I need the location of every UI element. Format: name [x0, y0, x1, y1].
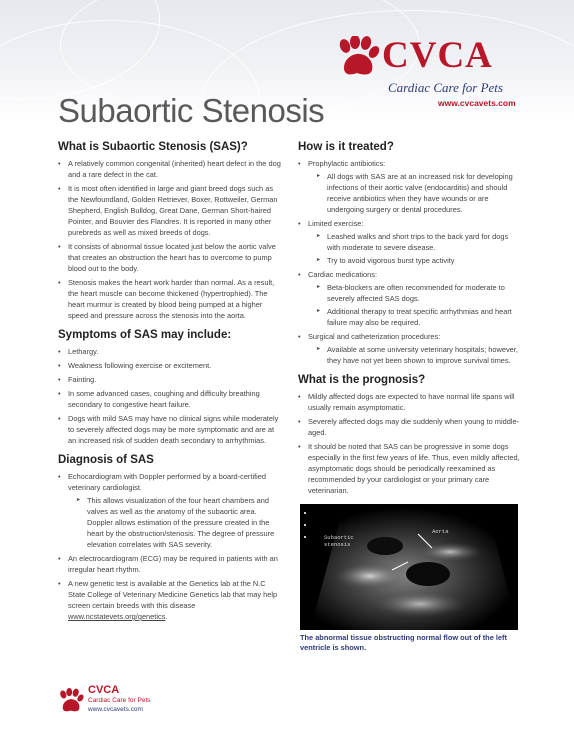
section-what-is [58, 140, 284, 321]
genetics-link[interactable]: www.ncstatevets.org/genetics [68, 612, 166, 621]
sub-list-item: ▸ Try to avoid vigorous burst type activity [308, 255, 520, 266]
list-item: • It is most often identified in large and giant breed dogs such as the Newfoundland, Golden Retriever, Boxer, Rottweiler, German Shepherd, English Bulldog, Great Dane, German Short-haired Pointer, and Bouvier des Flandres. It is reported in many other purebreds as well as mixed breeds of dogs. [58, 183, 284, 238]
echocardiogram-image [300, 504, 518, 630]
list-item-text: Echocardiogram with Doppler performed by a board-certified veterinary cardiologist. [68, 472, 266, 492]
footer-tagline: Cardiac Care for Pets [88, 697, 151, 704]
list-item-label: Limited exercise: [308, 219, 364, 228]
sub-list-item: ▸ Beta-blockers are often recommended for moderate to severely affected SAS dogs. [308, 282, 520, 304]
sub-list-item: ▸ This allows visualization of the four heart chambers and valves as well as the anatomy of the subaortic area. Doppler allows estimation of the pressure created in the heart by the obstruction/stenosis. The degree of pressure elevation correlates with SAS severity. [68, 495, 284, 550]
echo-label-line1: Subaortic [324, 534, 354, 541]
list-item [298, 158, 520, 215]
footer-brand: CVCA [88, 684, 120, 696]
list-item: • An electrocardiogram (ECG) may be required in patients with an irregular heart rhythm. [58, 553, 284, 575]
list-item-text: A new genetic test is available at the Genetics lab at the N.C State College of Veterinary Medicine Genetics lab that may help screen certain breeds with this disease [68, 579, 278, 610]
page-title: Subaortic Stenosis [58, 92, 325, 129]
list-item: • Stenosis makes the heart work harder than normal. As a result, the heart muscle can become thickened (hypertrophied). The heart murmur is created by blood being pumped at a higher speed and pressure across the stenosis into the aorta. [58, 277, 284, 321]
cvca-logo[interactable] [336, 34, 536, 114]
paw-icon [58, 688, 84, 714]
left-column [58, 140, 284, 629]
logo-url[interactable]: www.cvcavets.com [438, 98, 516, 108]
echo-label-subaortic [324, 534, 354, 548]
list-item-end: . [165, 612, 168, 621]
image-caption: The abnormal tissue obstructing normal flow out of the left ventricle is shown. [300, 633, 507, 652]
section-treatment [298, 140, 520, 366]
echo-label-aorta: Aorta [432, 528, 449, 535]
heading-symptoms: Symptoms of SAS may include: [58, 329, 232, 341]
list-item: • Fainting. [58, 374, 284, 385]
list-item: • It should be noted that SAS can be progressive in some dogs especially in the first few years of life. Thus, even mildly affected, asymptomatic dogs should be periodically reexamined as recommended by your cardiologist or your primary care veterinarian. [298, 441, 520, 496]
heading-what-is: What is Subaortic Stenosis (SAS)? [58, 141, 248, 153]
list-item: • Mildly affected dogs are expected to have normal life spans will usually remain asymptomatic. [298, 391, 520, 413]
list-item: • Severely affected dogs may die suddenly when young to middle-aged. [298, 416, 520, 438]
heading-treatment: How is it treated? [298, 141, 394, 153]
list-item: • A relatively common congenital (inherited) heart defect in the dog and a rare defect in the cat. [58, 158, 284, 180]
list-item [298, 269, 520, 328]
footer-logo[interactable] [58, 684, 198, 724]
logo-tagline: Cardiac Care for Pets [388, 80, 503, 95]
section-diagnosis [58, 453, 284, 622]
echocardiogram-graphic [300, 504, 518, 630]
list-item: • Lethargy. [58, 346, 284, 357]
list-item-label: Cardiac medications: [308, 270, 378, 279]
list-item [58, 578, 284, 622]
right-column [298, 140, 520, 503]
list-item-label: Prophylactic antibiotics: [308, 159, 386, 168]
heading-diagnosis: Diagnosis of SAS [58, 454, 154, 466]
section-prognosis [298, 373, 520, 496]
paw-icon [336, 36, 380, 78]
sub-list-item: ▸ Available at some university veterinary hospitals; however, they have not yet been shown to improve survival times. [308, 344, 520, 366]
logo-brand: CVCA [382, 35, 493, 76]
echo-label-line2: stenosis [324, 541, 351, 548]
list-item: • It consists of abnormal tissue located just below the aortic valve that creates an obstruction the heart has to overcome to pump blood out to the body. [58, 241, 284, 274]
list-item [58, 471, 284, 550]
list-item: • In some advanced cases, coughing and difficulty breathing secondary to congestive heart failure. [58, 388, 284, 410]
list-item-label: Surgical and catheterization procedures: [308, 332, 441, 341]
sub-list-item: ▸ Additional therapy to treat specific arrhythmias and heart failure may also be required. [308, 306, 520, 328]
sub-list-item: ▸ All dogs with SAS are at an increased risk for developing infections of their aortic valve (endocarditis) and should receive antibiotics when they have wounds or are undergoing surgery or dental procedures. [308, 171, 520, 215]
heading-prognosis: What is the prognosis? [298, 374, 426, 386]
footer-url[interactable]: www.cvcavets.com [88, 706, 143, 713]
list-item [298, 331, 520, 366]
list-item [298, 218, 520, 266]
section-symptoms [58, 328, 284, 446]
sub-list-item: ▸ Leashed walks and short trips to the back yard for dogs with moderate to severe disease. [308, 231, 520, 253]
list-item: • Dogs with mild SAS may have no clinical signs while moderately to severely affected dogs may be more symptomatic and are at an increased risk of sudden death secondary to arrhythmias. [58, 413, 284, 446]
list-item: • Weakness following exercise or excitement. [58, 360, 284, 371]
